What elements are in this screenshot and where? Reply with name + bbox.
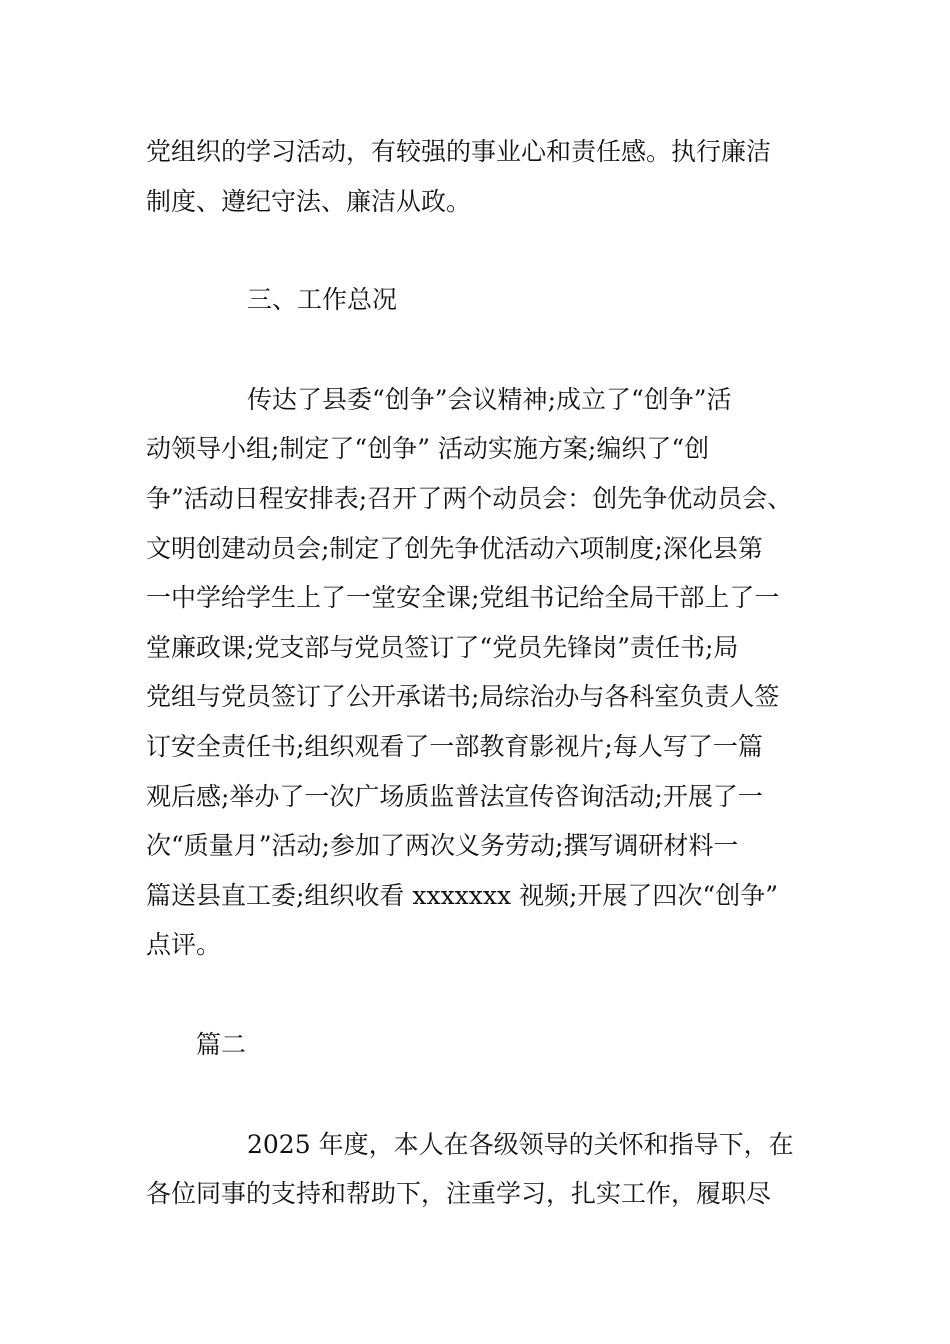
section-heading: 三、工作总况 xyxy=(247,285,398,314)
paragraph-line: 堂廉政课;党支部与党员签订了“党员先锋岗”责任书;局 xyxy=(146,633,739,662)
paragraph-line: 点评。 xyxy=(146,930,222,959)
paragraph-line: 各位同事的支持和帮助下，注重学习，扎实工作，履职尽 xyxy=(146,1179,772,1208)
paragraph-line: 传达了县委“创争”会议精神;成立了“创争”活 xyxy=(247,385,732,414)
paragraph-line: 动领导小组;制定了“创争” 活动实施方案;编织了“创 xyxy=(146,434,710,463)
paragraph-line: 篇送县直工委;组织收看 xxxxxxx 视频;开展了四次“创争” xyxy=(146,881,778,910)
paragraph-line: 一中学给学生上了一堂安全课;党组书记给全局干部上了一 xyxy=(146,583,780,612)
paragraph-line: 争”活动日程安排表;召开了两个动员会：创先争优动员会、 xyxy=(146,484,793,513)
paragraph-line: 党组织的学习活动，有较强的事业心和责任感。执行廉洁 xyxy=(146,137,772,166)
paragraph-line: 制度、遵纪守法、廉洁从政。 xyxy=(146,187,472,216)
paragraph-line: 文明创建动员会;制定了创先争优活动六项制度;深化县第 xyxy=(146,534,763,563)
section-heading: 篇二 xyxy=(196,1030,247,1059)
paragraph-line: 党组与党员签订了公开承诺书;局综治办与各科室负责人签 xyxy=(146,682,780,711)
paragraph-line: 观后感;举办了一次广场质监普法宣传咨询活动;开展了一 xyxy=(146,782,763,811)
paragraph-line: 次“质量月”活动;参加了两次义务劳动;撰写调研材料一 xyxy=(146,831,739,860)
paragraph-line: 2025 年度，本人在各级领导的关怀和指导下，在 xyxy=(247,1130,794,1159)
paragraph-line: 订安全责任书;组织观看了一部教育影视片;每人写了一篇 xyxy=(146,732,763,761)
